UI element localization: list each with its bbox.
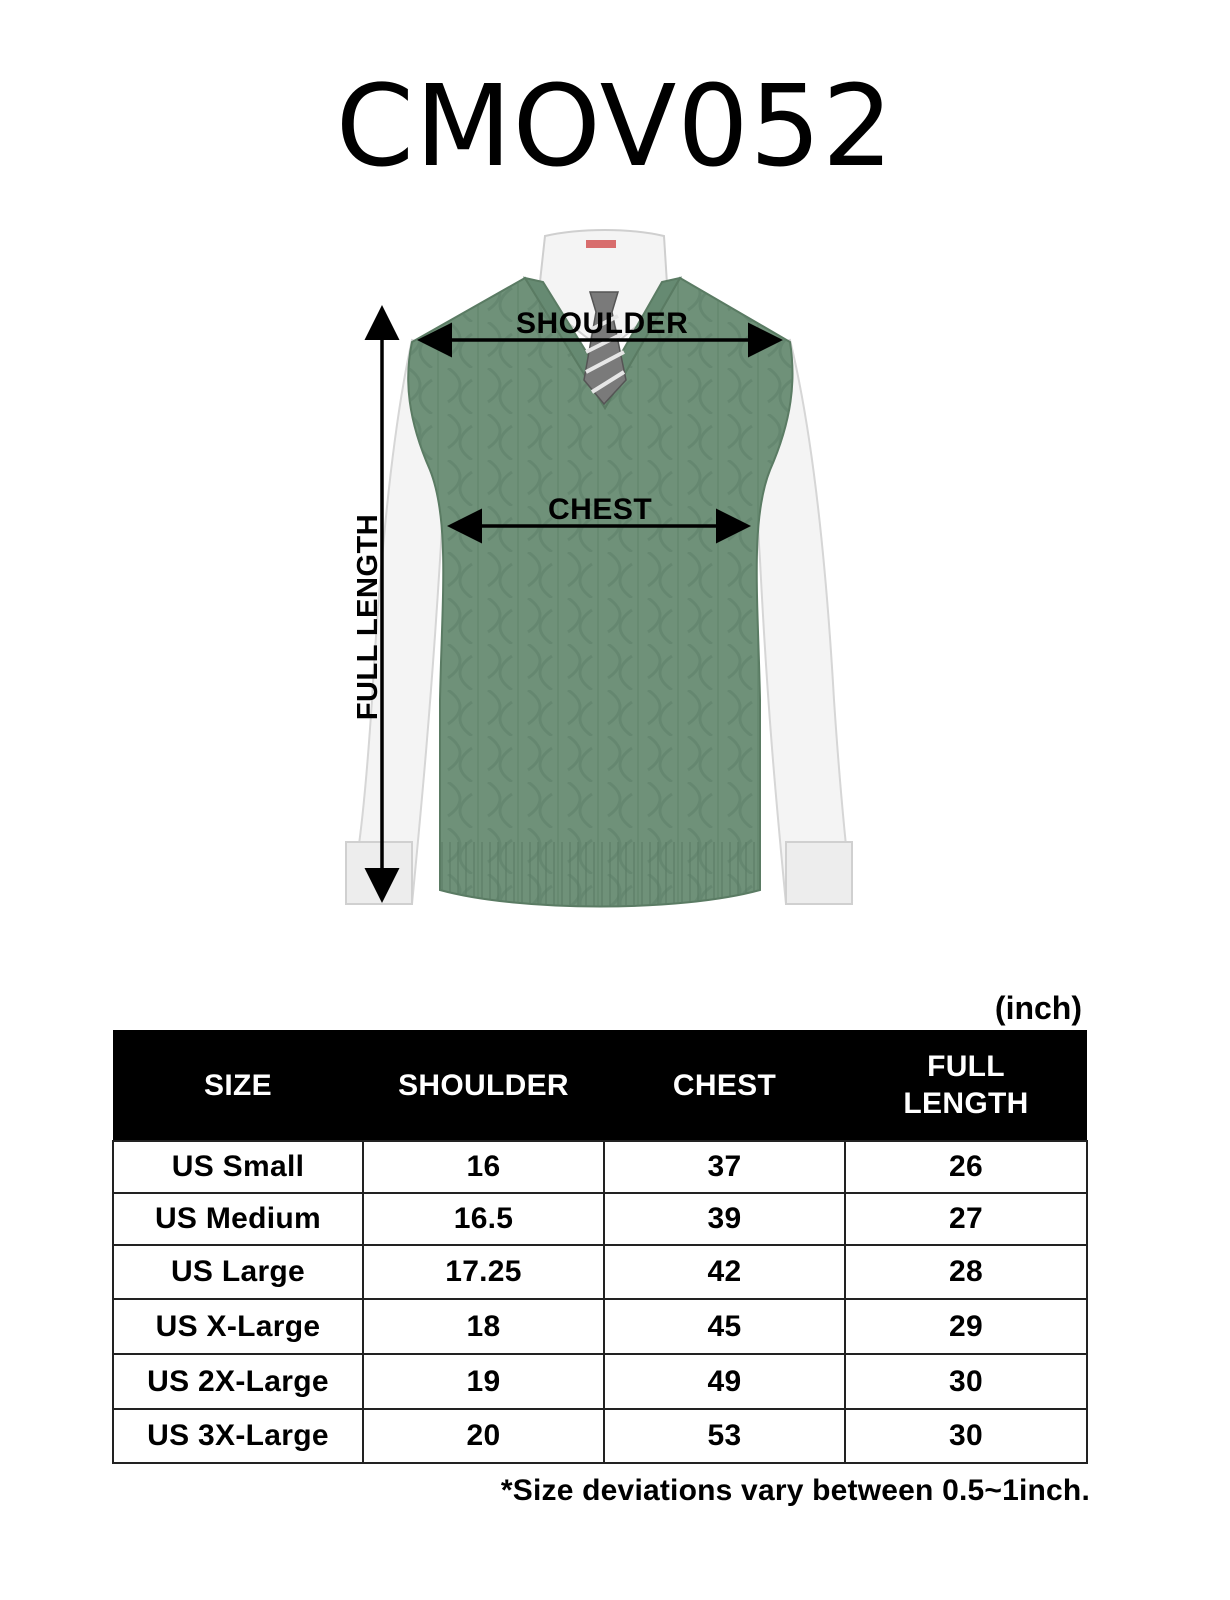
table-row (113, 1409, 1087, 1463)
cell-size: US Small (113, 1141, 363, 1193)
cell-length: 30 (845, 1409, 1087, 1463)
size-deviation-note: *Size deviations vary between 0.5~1inch. (500, 1474, 1090, 1507)
size-chart-table (112, 1030, 1088, 1464)
header-full-length (845, 1030, 1087, 1141)
cell-length: 27 (845, 1193, 1087, 1245)
cell-size: US Medium (113, 1193, 363, 1245)
cell-size: US X-Large (113, 1299, 363, 1354)
cell-chest: 45 (604, 1299, 845, 1354)
header-chest: CHEST (604, 1030, 845, 1141)
header-full-length-line1: FULL (927, 1050, 1005, 1083)
shoulder-label: SHOULDER (516, 307, 689, 340)
cell-chest: 42 (604, 1245, 845, 1299)
cell-chest: 49 (604, 1354, 845, 1409)
cell-shoulder: 17.25 (363, 1245, 604, 1299)
cell-shoulder: 16 (363, 1141, 604, 1193)
cell-shoulder: 16.5 (363, 1193, 604, 1245)
cell-size: US 3X-Large (113, 1409, 363, 1463)
full-length-label: FULL LENGTH (352, 513, 384, 721)
cell-shoulder: 18 (363, 1299, 604, 1354)
cell-shoulder: 19 (363, 1354, 604, 1409)
header-full-length-line2: LENGTH (903, 1087, 1029, 1120)
cell-chest: 53 (604, 1409, 845, 1463)
unit-label: (inch) (994, 990, 1082, 1026)
cell-chest: 39 (604, 1193, 845, 1245)
cell-length: 29 (845, 1299, 1087, 1354)
cell-size: US Large (113, 1245, 363, 1299)
cell-chest: 37 (604, 1141, 845, 1193)
table-row (113, 1141, 1087, 1193)
chest-label: CHEST (548, 493, 653, 526)
cell-length: 28 (845, 1245, 1087, 1299)
cell-length: 26 (845, 1141, 1087, 1193)
table-row (113, 1245, 1087, 1299)
table-row (113, 1354, 1087, 1409)
header-shoulder: SHOULDER (363, 1030, 604, 1141)
cell-size: US 2X-Large (113, 1354, 363, 1409)
table-row (113, 1299, 1087, 1354)
cell-length: 30 (845, 1354, 1087, 1409)
table-header-row (113, 1030, 1087, 1141)
header-size: SIZE (113, 1030, 363, 1141)
product-title: CMOV052 (335, 62, 895, 192)
table-row (113, 1193, 1087, 1245)
cell-shoulder: 20 (363, 1409, 604, 1463)
